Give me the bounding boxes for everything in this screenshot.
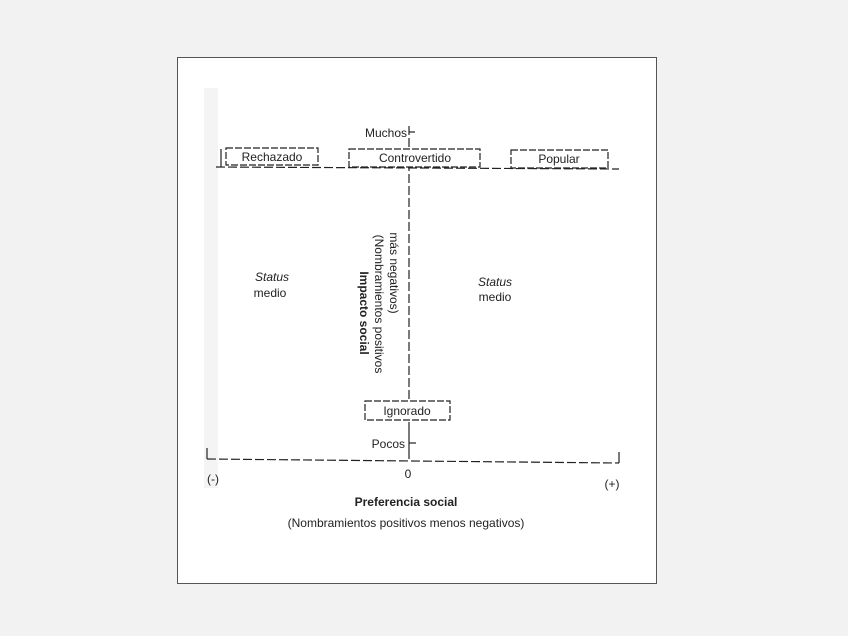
x-axis-line <box>207 459 619 463</box>
y-axis-title: Impacto social <box>357 271 371 355</box>
controversial-label: Controvertido <box>378 151 452 165</box>
top-tick-label: Muchos <box>364 126 407 140</box>
left-region-line1: Status <box>254 270 290 284</box>
ignored-label: Ignorado <box>383 404 431 418</box>
diagram-page <box>177 57 657 584</box>
rejected-label: Rechazado <box>241 150 303 164</box>
y-axis-subtitle-line2: más negativos) <box>387 232 401 314</box>
popular-box <box>511 150 608 168</box>
left-region-line2: medio <box>253 286 287 300</box>
controversial-box <box>349 149 480 167</box>
x-axis-minus-label: (-) <box>207 472 219 486</box>
right-region-line1: Status <box>477 275 513 289</box>
x-axis-plus-label: (+) <box>604 477 620 491</box>
popular-label: Popular <box>538 152 580 166</box>
bottom-tick-label: Pocos <box>371 437 405 451</box>
scan-shading <box>204 88 218 488</box>
y-axis-subtitle-line1: (Nombramientos positivos <box>372 234 386 374</box>
x-axis-origin-label: 0 <box>404 467 412 481</box>
ignored-box <box>365 401 450 420</box>
x-axis-subtitle: (Nombramientos positivos menos negativos) <box>287 516 525 530</box>
right-region-line2: medio <box>478 290 512 304</box>
sociometric-diagram <box>178 58 658 585</box>
rejected-box <box>226 148 318 165</box>
x-axis-title: Preferencia social <box>354 495 458 509</box>
